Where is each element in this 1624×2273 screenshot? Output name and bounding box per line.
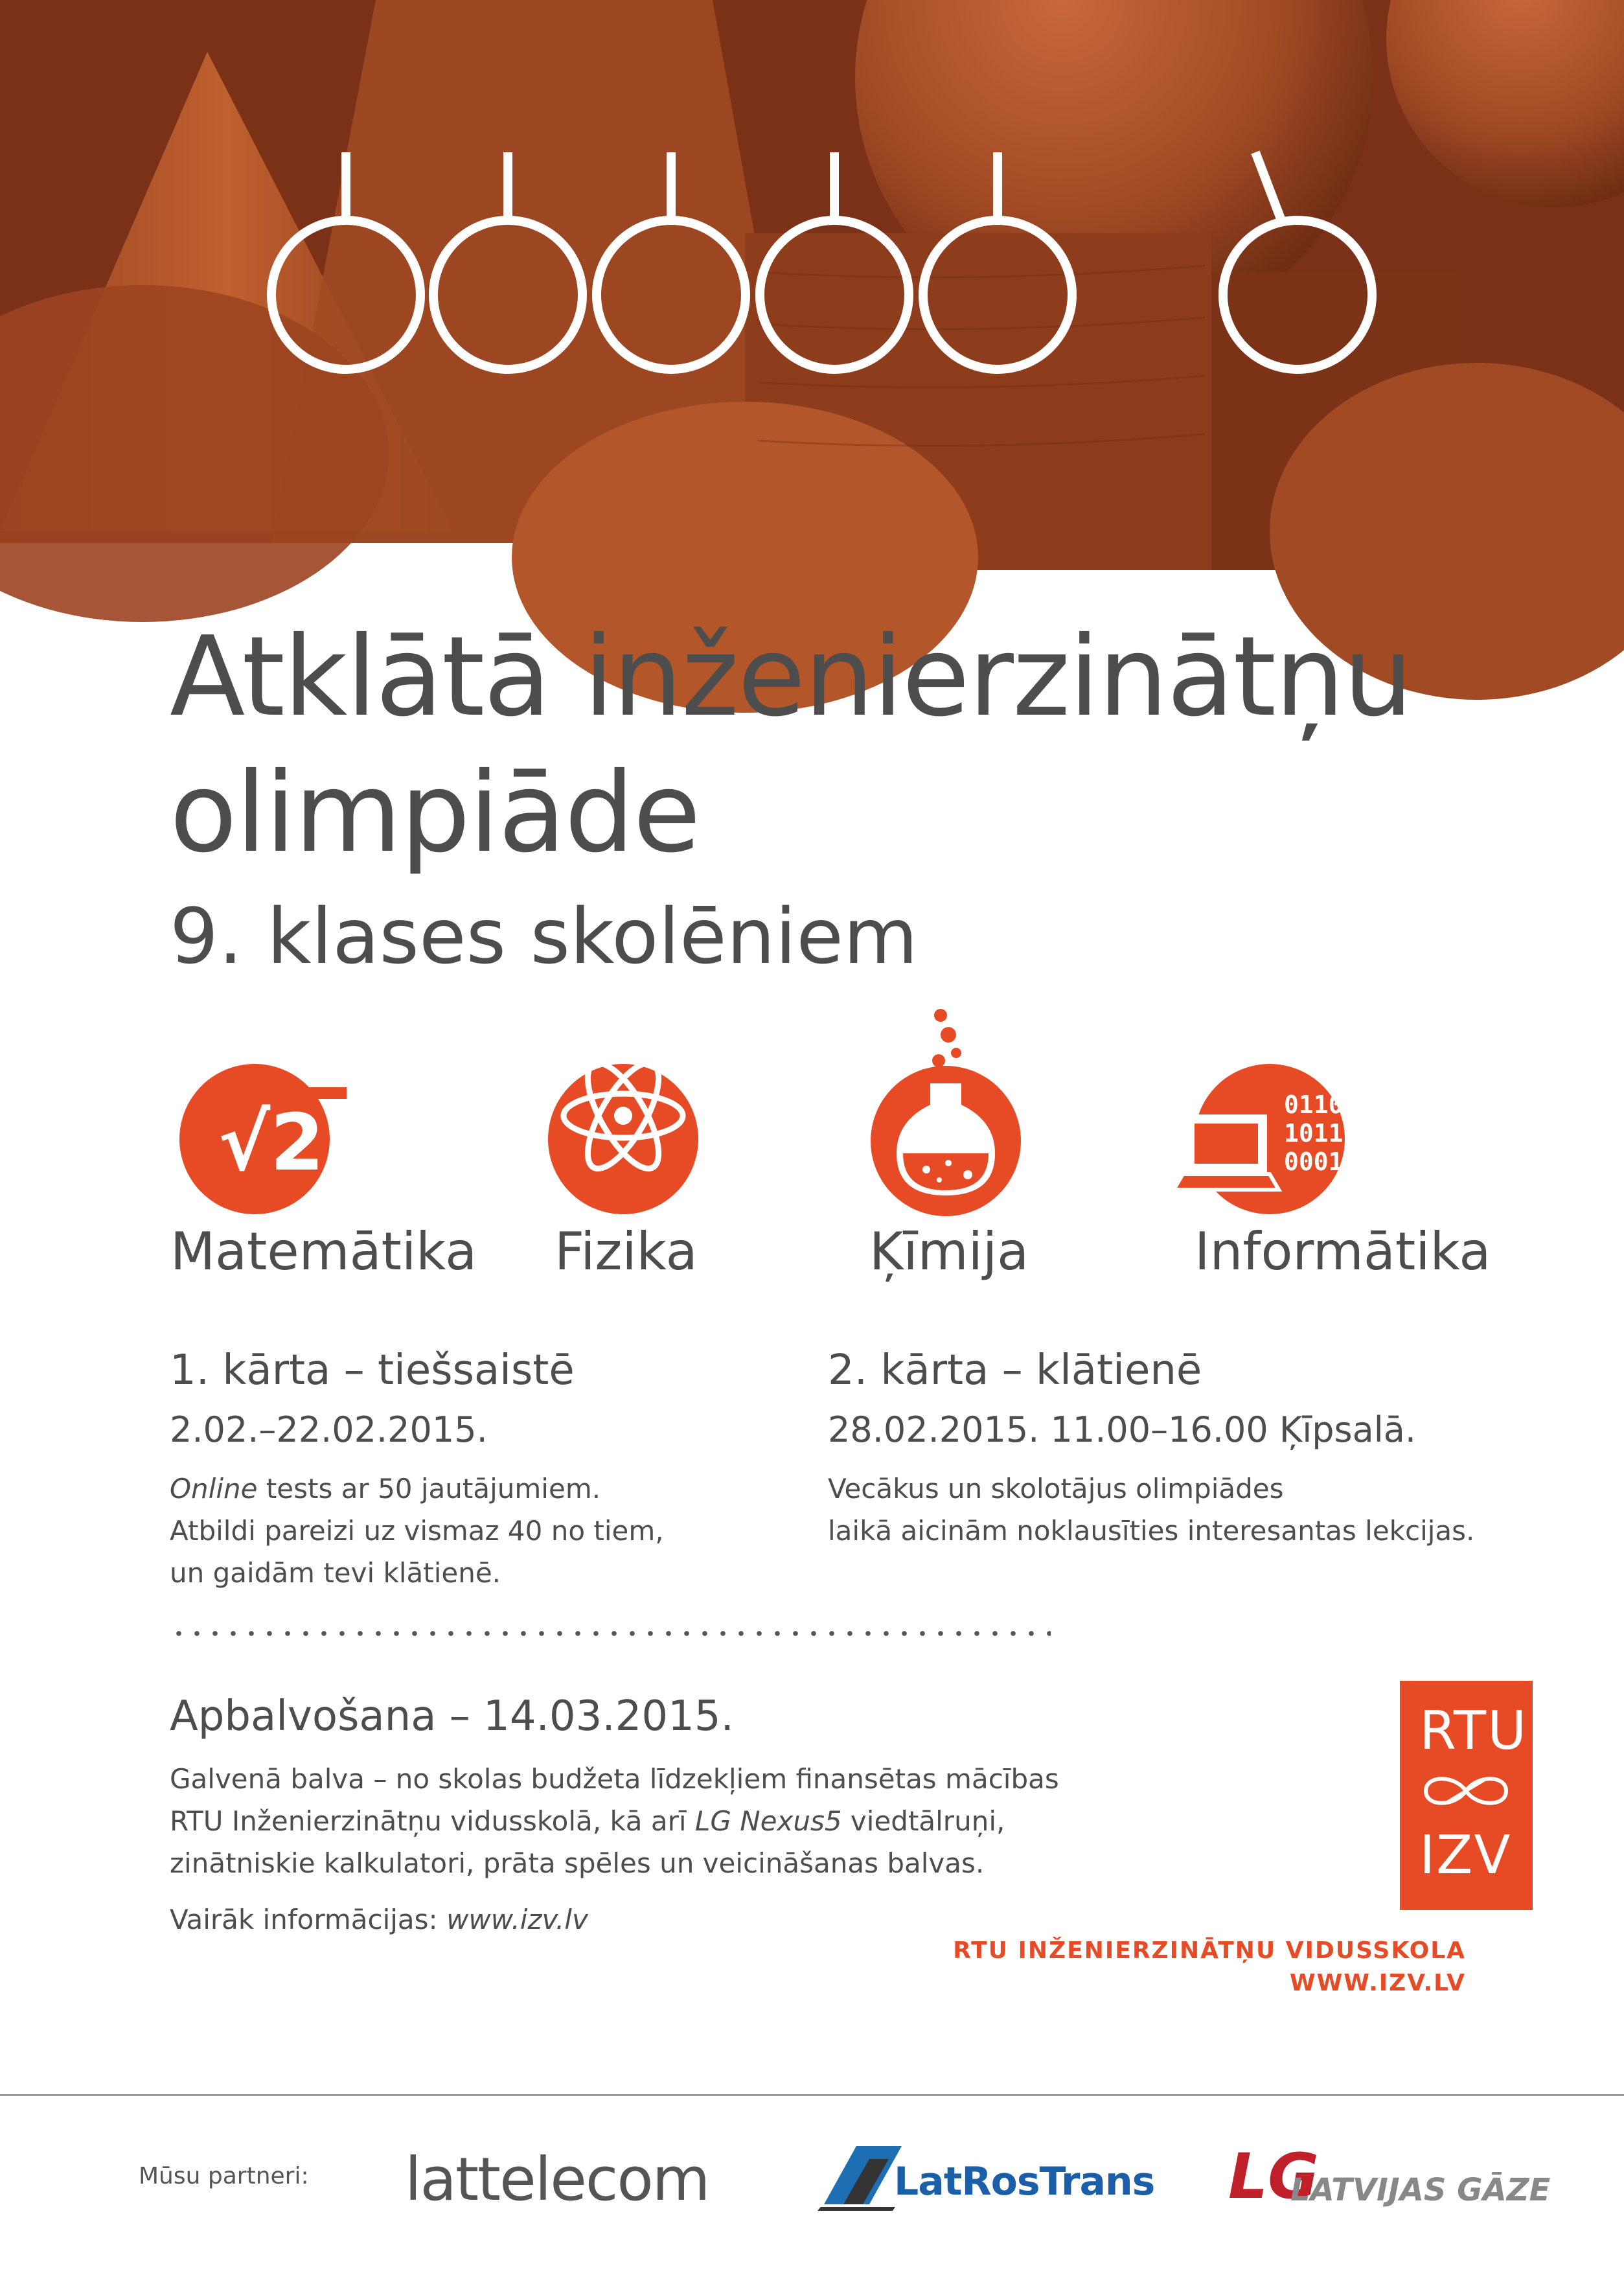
subject-label: Fizika xyxy=(555,1221,698,1282)
flask-icon xyxy=(871,1008,1026,1218)
title-line-1: Atklātā inženierzinātņu xyxy=(170,613,1412,741)
footer-divider xyxy=(0,2094,1624,2096)
school-url[interactable]: WWW.IZV.LV xyxy=(1289,1970,1466,1996)
infinity-icon xyxy=(1419,1771,1513,1810)
school-name: RTU INŽENIERZINĀTŅU VIDUSSKOLA xyxy=(953,1937,1466,1964)
latvijas-gaze-text: LATVIJAS GĀZE xyxy=(1290,2172,1551,2208)
round1-dates: 2.02.–22.02.2015. xyxy=(170,1409,488,1450)
partners-label: Mūsu partneri: xyxy=(139,2163,309,2189)
round2-dates: 28.02.2015. 11.00–16.00 Ķīpsalā. xyxy=(828,1409,1417,1450)
title-line-2: olimpiāde xyxy=(170,749,700,877)
svg-text:LG: LG xyxy=(1228,2140,1319,2213)
square-root-icon xyxy=(178,1063,353,1218)
hero-image xyxy=(0,0,1624,543)
round1-description: Online tests ar 50 jautājumiem. Atbildi pareizi uz vismaz 40 no tiem, un gaidām tevi klātienē. xyxy=(170,1473,664,1589)
latrostrans-text: LatRosTrans xyxy=(894,2159,1155,2204)
award-heading: Apbalvošana – 14.03.2015. xyxy=(170,1692,734,1740)
wooden-shapes-illustration xyxy=(0,0,1624,543)
award-description: Galvenā balva – no skolas budžeta līdzekļiem finansētas mācības RTU Inženierzinātņu vidusskolā, kā arī LG Nexus5 viedtālruņi, zinātniskie kalkulatori, prāta spēles un veicināšanas balvas. xyxy=(170,1763,1059,1879)
online-word: Online xyxy=(170,1473,258,1505)
logo-top-text: RTU xyxy=(1419,1700,1528,1762)
lg-mark-icon xyxy=(1228,2138,1319,2213)
svg-text:√2: √2 xyxy=(218,1098,325,1188)
svg-text:1011: 1011 xyxy=(1284,1119,1344,1148)
atom-icon xyxy=(545,1063,704,1218)
round2-description: Vecākus un skolotājus olimpiādes laikā aicinām noklausīties interesantas lekcijas. xyxy=(828,1473,1475,1547)
svg-text:0001: 0001 xyxy=(1284,1148,1344,1176)
more-info: Vairāk informācijas: www.izv.lv xyxy=(170,1904,588,1935)
subject-label: Informātika xyxy=(1195,1221,1491,1282)
subject-label: Matemātika xyxy=(170,1221,477,1282)
computer-icon xyxy=(1166,1063,1347,1218)
latvijas-gaze-logo xyxy=(1228,2138,1551,2213)
lattelecom-logo: lattelecom xyxy=(405,2145,709,2214)
subtitle: 9. klases skolēniem xyxy=(170,892,918,981)
page-title xyxy=(170,609,1412,881)
round1-heading: 1. kārta – tiešsaistē xyxy=(170,1346,575,1394)
info-link[interactable]: www.izv.lv xyxy=(446,1904,588,1935)
svg-text:0110: 0110 xyxy=(1284,1090,1344,1119)
dotted-divider xyxy=(170,1630,1051,1637)
logo-bottom-text: IZV xyxy=(1419,1825,1512,1886)
subject-label: Ķīmija xyxy=(869,1221,1029,1282)
latrostrans-logo xyxy=(818,2140,1155,2211)
round2-heading: 2. kārta – klātienē xyxy=(828,1346,1202,1394)
rtu-izv-logo xyxy=(1400,1681,1533,1910)
